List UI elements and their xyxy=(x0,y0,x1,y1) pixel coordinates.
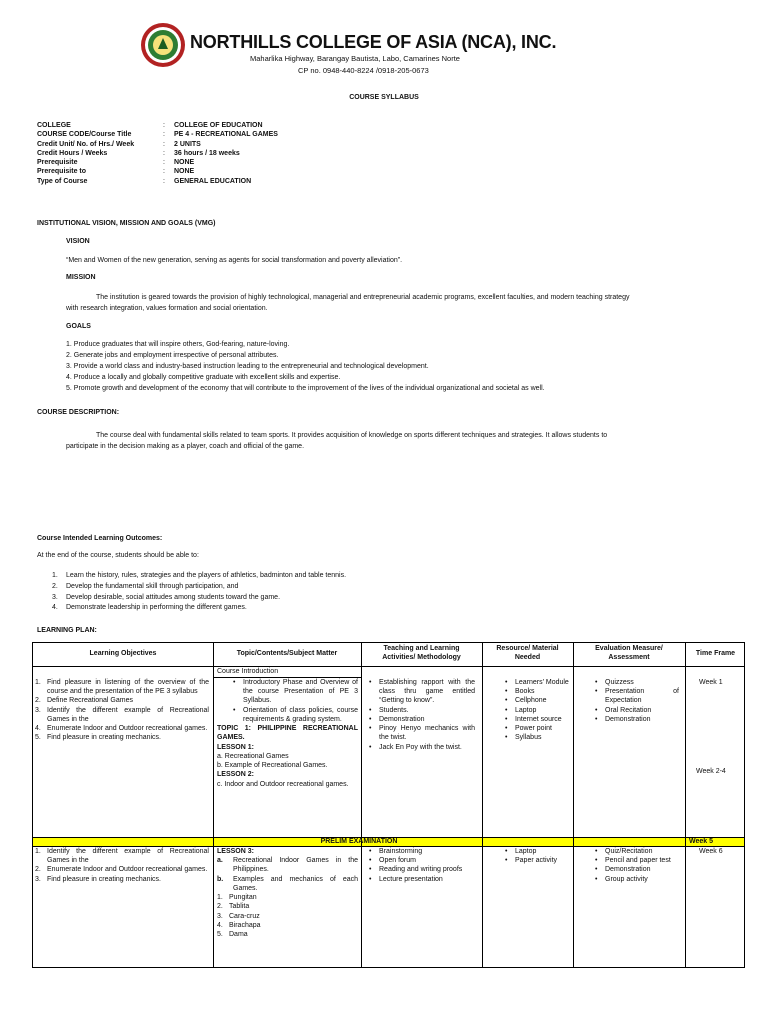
info-row: COLLEGE : COLLEGE OF EDUCATION xyxy=(37,121,278,130)
college-address: Maharlika Highway, Barangay Bautista, Labo, Camarines Norte xyxy=(250,54,460,63)
list-item: • Pencil and paper test xyxy=(595,856,679,865)
col-header-time: Time Frame xyxy=(695,650,736,657)
info-value: COLLEGE OF EDUCATION xyxy=(174,122,263,129)
info-key: Prerequisite xyxy=(37,159,78,167)
col-header-evaluation: Evaluation Measure/ Assessment xyxy=(595,645,663,661)
row2-time: Week 6 xyxy=(699,848,723,855)
mission-text-line1: The institution is geared towards the provision of highly technological, managerial and entrepreneurial academic programs, excellent faculties, and modern teaching strategy xyxy=(96,294,630,301)
list-item: • Internet source xyxy=(505,715,571,724)
col-header-topic: Topic/Contents/Subject Matter xyxy=(236,650,338,657)
outcome-item: 3. Develop desirable, social attitudes among students toward the game. xyxy=(52,593,281,601)
row2-resources xyxy=(505,847,571,865)
row1-time-week1: Week 1 xyxy=(699,679,723,686)
list-item: 2. Tablita xyxy=(217,903,250,911)
row2-teaching xyxy=(369,847,475,884)
list-item: • Jack En Poy with the twist. xyxy=(369,743,475,752)
list-item: 5. Find pleasure in creating mechanics. xyxy=(35,734,162,742)
info-key: COLLEGE xyxy=(37,122,71,129)
row2-objectives xyxy=(35,847,209,884)
list-item: b. Examples and mechanics of each Games. xyxy=(217,875,358,892)
info-key: Credit Unit/ No. of Hrs./ Week xyxy=(37,140,135,148)
lesson-item: a. Recreational Games xyxy=(217,752,289,760)
prelim-examination-label: PRELIM EXAMINATION xyxy=(320,838,398,845)
info-row: Type of Course : GENERAL EDUCATION xyxy=(37,177,278,186)
list-item: a. Recreational Indoor Games in the Philippines. xyxy=(217,857,358,874)
list-item: • Learners’ Module xyxy=(505,678,571,687)
list-item: • Demonstration xyxy=(595,715,679,724)
list-item: • Pinoy Henyo mechanics with the twist. xyxy=(369,724,475,742)
goal-item: 3. Provide a world class and industry-based instruction leading to the entrepreneurial and technological development. xyxy=(66,363,429,370)
list-item: • Quizzess xyxy=(595,678,679,687)
col-header-teaching: Teaching and Learning Activities/ Methodology xyxy=(382,645,461,661)
goal-item: 5. Promote growth and development of the economy that will contribute to the improvement of the lives of the individual organizational and societal as well. xyxy=(66,385,545,392)
info-value: GENERAL EDUCATION xyxy=(174,177,252,185)
goal-item: 1. Produce graduates that will inspire others, God-fearing, nature-loving. xyxy=(66,341,290,348)
lesson-3-label: LESSON 3: xyxy=(217,848,254,855)
goal-item: 4. Produce a locally and globally competitive graduate with excellent skills and expertise. xyxy=(66,374,341,381)
list-item: 2. Enumerate Indoor and Outdoor recreational games. xyxy=(35,866,208,874)
list-item: • Students. xyxy=(369,706,475,715)
list-item: • Demonstration xyxy=(595,865,679,874)
info-value: 36 hours / 18 weeks xyxy=(174,149,240,157)
info-row: Prerequisite : NONE xyxy=(37,158,278,167)
learning-plan-heading: LEARNING PLAN: xyxy=(37,627,97,634)
lesson-item: b. Example of Recreational Games. xyxy=(217,762,328,770)
document-title: COURSE SYLLABUS xyxy=(349,94,419,101)
learning-plan-table xyxy=(32,642,745,968)
college-name: NORTHILLS COLLEGE OF ASIA (NCA), INC. xyxy=(190,32,557,52)
description-text-line1: The course deal with fundamental skills related to team sports. It provides acquisition of knowledge on sports different techniques and strategies. It allows students to xyxy=(96,432,608,439)
list-item: • Laptop xyxy=(505,706,571,715)
goals-list xyxy=(66,340,545,395)
col-header-objectives: Learning Objectives xyxy=(89,650,157,657)
outcome-item: 4. Demonstrate leadership in performing the different games. xyxy=(52,604,247,612)
row1-topic xyxy=(217,678,358,789)
row1-teaching xyxy=(369,678,475,752)
mission-text-line2: with research integration, values formation and social orientation. xyxy=(66,305,268,312)
info-key: Type of Course xyxy=(37,177,88,185)
info-key: Credit Hours / Weeks xyxy=(37,149,108,157)
list-item: • Cellphone xyxy=(505,696,571,705)
list-item: • Quiz/Recitation xyxy=(595,847,679,856)
list-item: • Laptop xyxy=(505,847,571,856)
list-item: • Establishing rapport with the class thru game entitled “Getting to know”. xyxy=(369,678,475,706)
outcomes-intro: At the end of the course, students should be able to: xyxy=(37,552,199,559)
info-key: Prerequisite to xyxy=(37,168,87,176)
description-text-line2: participate in the decision making as a player, coach and official of the game. xyxy=(66,443,305,450)
list-item: • Syllabus xyxy=(505,733,571,742)
info-key: COURSE CODE/Course Title xyxy=(37,131,132,139)
list-item: 4. Birachapa xyxy=(217,921,261,929)
vmg-heading: INSTITUTIONAL VISION, MISSION AND GOALS (VMG) xyxy=(37,220,216,227)
list-item: • Lecture presentation xyxy=(369,875,475,884)
col-header-resources: Resource/ Material Needed xyxy=(496,645,559,661)
description-heading: COURSE DESCRIPTION: xyxy=(37,409,120,416)
list-item: • Books xyxy=(505,687,571,696)
info-value: PE 4 - RECREATIONAL GAMES xyxy=(174,131,278,139)
outcomes-heading: Course Intended Learning Outcomes: xyxy=(37,535,163,542)
info-row: Credit Hours / Weeks : 36 hours / 18 weeks xyxy=(37,149,278,158)
info-value: 2 UNITS xyxy=(174,140,201,148)
topic-course-intro: Course Introduction xyxy=(217,668,279,675)
list-item: 3. Cara-cruz xyxy=(217,912,260,920)
list-item: • Group activity xyxy=(595,875,679,884)
list-item: • Paper activity xyxy=(505,856,571,865)
list-item: • Brainstorming xyxy=(369,847,475,856)
goals-label: GOALS xyxy=(66,323,91,330)
list-item: • Power point xyxy=(505,724,571,733)
mission-label: MISSION xyxy=(66,274,96,281)
list-item: • Presentation of Expectation xyxy=(595,687,679,705)
lesson-item: c. Indoor and Outdoor recreational games. xyxy=(217,780,349,788)
outcomes-list xyxy=(52,571,346,614)
list-item: • Orientation of class policies, course requirements & grading system. xyxy=(233,706,358,724)
list-item: 1. Pungitan xyxy=(217,894,257,902)
outcome-item: 2. Develop the fundamental skill through participation, and xyxy=(52,582,239,590)
vision-text: “Men and Women of the new generation, serving as agents for social transformation and poverty alleviation”. xyxy=(66,257,403,264)
goal-item: 2. Generate jobs and employment irrespective of personal attributes. xyxy=(66,352,279,359)
topic-1-title: TOPIC 1: PHILIPPINE RECREATIONAL GAMES. xyxy=(217,725,358,742)
info-value: NONE xyxy=(174,168,195,176)
list-item: • Introductory Phase and Overview of the course Presentation of PE 3 Syllabus. xyxy=(233,678,358,706)
row1-objectives xyxy=(35,678,209,743)
list-item: 3. Identify the different example of Recreational Games in the xyxy=(35,706,209,723)
list-item: • Oral Recitation xyxy=(595,706,679,715)
prelim-week: Week 5 xyxy=(689,838,713,845)
list-item: 1. Find pleasure in listening of the overview of the course and the presentation of the PE 3 syllabus xyxy=(35,679,209,696)
college-seal-logo xyxy=(140,22,186,68)
list-item: 4. Enumerate Indoor and Outdoor recreational games. xyxy=(35,725,208,733)
info-row: Credit Unit/ No. of Hrs./ Week : 2 UNITS xyxy=(37,140,278,149)
list-item: • Reading and writing proofs xyxy=(369,865,475,874)
college-contact: CP no. 0948-440-8224 /0918-205-0673 xyxy=(298,66,429,75)
row2-evaluation xyxy=(595,847,679,884)
list-item: 5. Dama xyxy=(217,931,248,939)
info-row: Prerequisite to : NONE xyxy=(37,167,278,176)
list-item: 3. Find pleasure in creating mechanics. xyxy=(35,875,162,883)
info-value: NONE xyxy=(174,159,195,167)
row1-evaluation xyxy=(595,678,679,724)
outcome-item: 1. Learn the history, rules, strategies and the players of athletics, badminton and table tennis. xyxy=(52,572,347,579)
row2-topic xyxy=(217,847,358,939)
course-info-table xyxy=(37,121,278,186)
lesson-1-label: LESSON 1: xyxy=(217,743,254,751)
info-row: COURSE CODE/Course Title : PE 4 - RECREATIONAL GAMES xyxy=(37,131,278,139)
list-item: • Demonstration xyxy=(369,715,475,724)
list-item: 2. Define Recreational Games xyxy=(35,697,133,705)
lesson-2-label: LESSON 2: xyxy=(217,771,254,779)
list-item: 1. Identify the different example of Recreational Games in the xyxy=(35,848,209,865)
list-item: • Open forum xyxy=(369,856,475,865)
row1-resources xyxy=(505,678,571,743)
vision-label: VISION xyxy=(66,238,90,245)
row1-time-week2-4: Week 2-4 xyxy=(696,768,726,775)
